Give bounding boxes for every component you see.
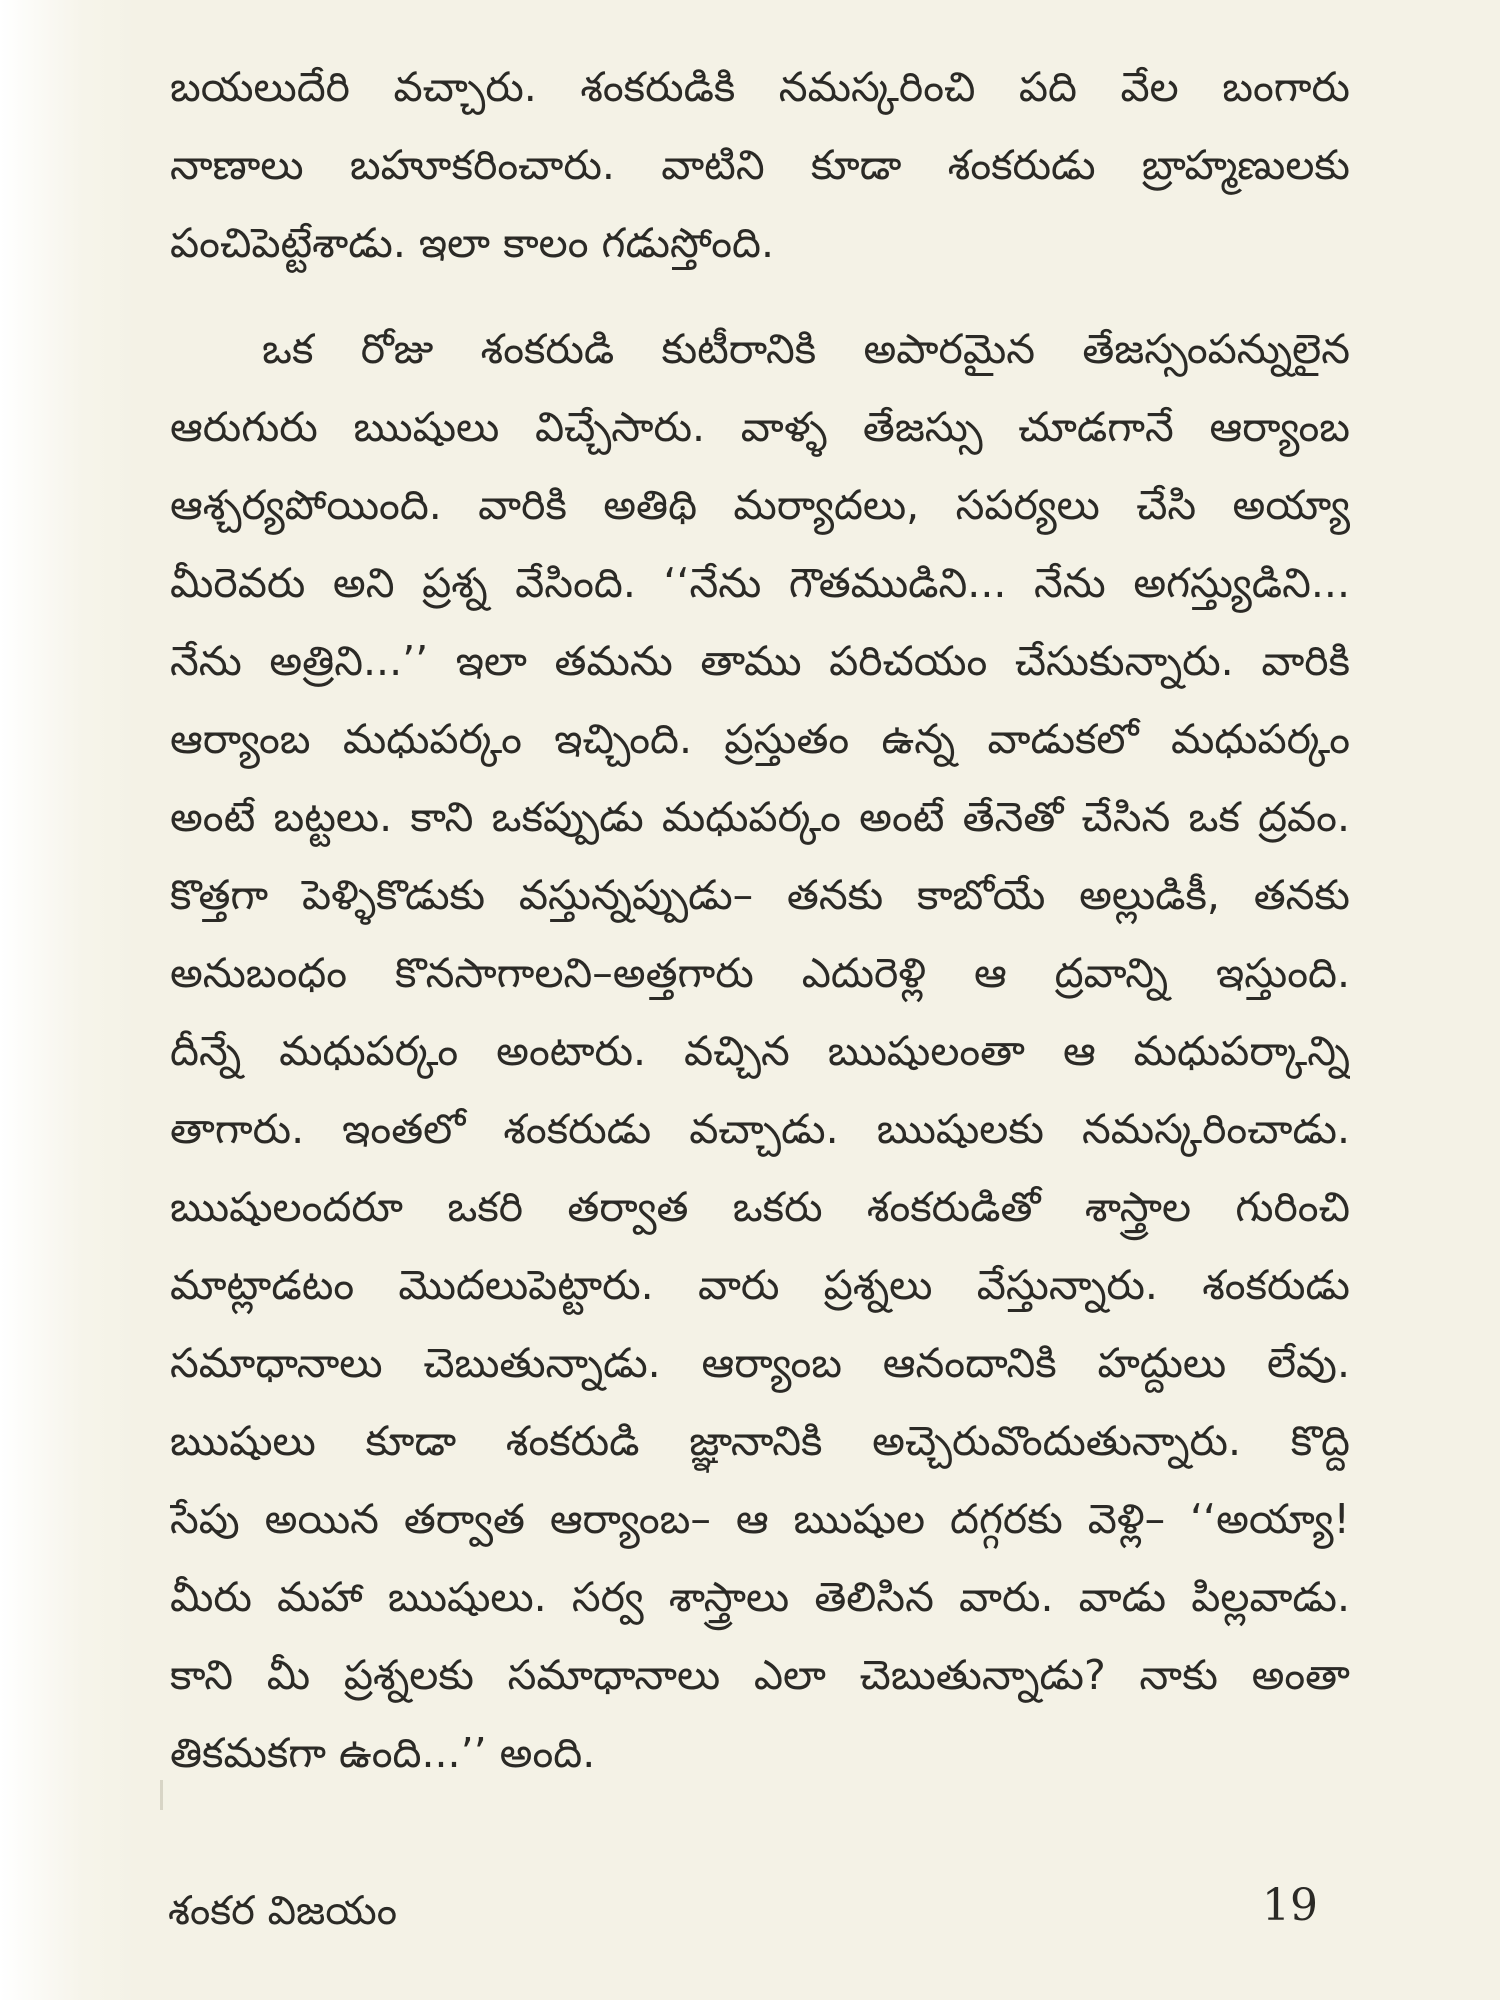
text-line: కాని మీ ప్రశ్నలకు సమాధానాలు ఎలా చెబుతున్నాడు? నాకు అంతా: [170, 1651, 1350, 1699]
text-line: కొత్తగా పెళ్ళికొడుకు వస్తున్నప్పుడు– తనకు కాబోయే అల్లుడికీ, తనకు: [170, 871, 1350, 919]
text-line: అనుబంధం కొనసాగాలని–అత్తగారు ఎదురెళ్లి ఆ ద్రవాన్ని ఇస్తుంది.: [170, 949, 1350, 997]
print-mark: [160, 1780, 163, 1810]
text-line: ఆర్యాంబ మధుపర్కం ఇచ్చింది. ప్రస్తుతం ఉన్న వాడుకలో మధుపర్కం: [170, 715, 1350, 763]
text-line: మీరు మహా ఋషులు. సర్వ శాస్త్రాలు తెలిసిన వారు. వాడు పిల్లవాడు.: [170, 1573, 1350, 1621]
text-line: సమాధానాలు చెబుతున్నాడు. ఆర్యాంబ ఆనందానికి హద్దులు లేవు.: [170, 1339, 1350, 1387]
body-text: [170, 48, 1350, 1792]
text-line: దీన్నే మధుపర్కం అంటారు. వచ్చిన ఋషులంతా ఆ మధుపర్కాన్ని: [170, 1027, 1350, 1075]
text-line: మాట్లాడటం మొదలుపెట్టారు. వారు ప్రశ్నలు వేస్తున్నారు. శంకరుడు: [170, 1261, 1350, 1309]
text-line: అంటే బట్టలు. కాని ఒకప్పుడు మధుపర్కం అంటే తేనెతో చేసిన ఒక ద్రవం.: [170, 793, 1350, 841]
text-line: ఆరుగురు ఋషులు విచ్చేసారు. వాళ్ళ తేజస్సు చూడగానే ఆర్యాంబ: [170, 403, 1350, 451]
text-line: బయలుదేరి వచ్చారు. శంకరుడికి నమస్కరించి పది వేల బంగారు: [170, 63, 1350, 111]
text-line: ఋషులు కూడా శంకరుడి జ్ఞానానికి అచ్చెరువొందుతున్నారు. కొద్ది: [170, 1417, 1350, 1465]
text-line: ఆశ్చర్యపోయింది. వారికి అతిథి మర్యాదలు, సపర్యలు చేసి అయ్యా: [170, 481, 1350, 529]
text-line: తికమకగా ఉంది...’’ అంది.: [170, 1729, 596, 1777]
running-footer-title: శంకర విజయం: [168, 1888, 397, 1934]
text-line: నాణాలు బహూకరించారు. వాటిని కూడా శంకరుడు బ్రాహ్మణులకు: [170, 141, 1350, 189]
text-line: పంచిపెట్టేశాడు. ఇలా కాలం గడుస్తోంది.: [170, 219, 775, 267]
text-line: సేపు అయిన తర్వాత ఆర్యాంబ– ఆ ఋషుల దగ్గరకు వెళ్లి– ‘‘అయ్యా!: [170, 1495, 1350, 1543]
text-line: ఒక రోజు శంకరుడి కుటీరానికి అపారమైన తేజస్సంపన్నులైన: [262, 325, 1350, 373]
text-line: నేను అత్రిని...’’ ఇలా తమను తాము పరిచయం చేసుకున్నారు. వారికి: [170, 637, 1350, 685]
text-line: ఋషులందరూ ఒకరి తర్వాత ఒకరు శంకరుడితో శాస్త్రాల గురించి: [170, 1183, 1350, 1231]
text-line: తాగారు. ఇంతలో శంకరుడు వచ్చాడు. ఋషులకు నమస్కరించాడు.: [170, 1105, 1350, 1153]
paragraph-gap: [170, 282, 1350, 310]
page-number: 19: [1262, 1880, 1318, 1931]
text-line: మీరెవరు అని ప్రశ్న వేసింది. ‘‘నేను గౌతముడిని... నేను అగస్త్యుడిని...: [170, 559, 1350, 607]
page-edge-shadow: [0, 0, 140, 2000]
